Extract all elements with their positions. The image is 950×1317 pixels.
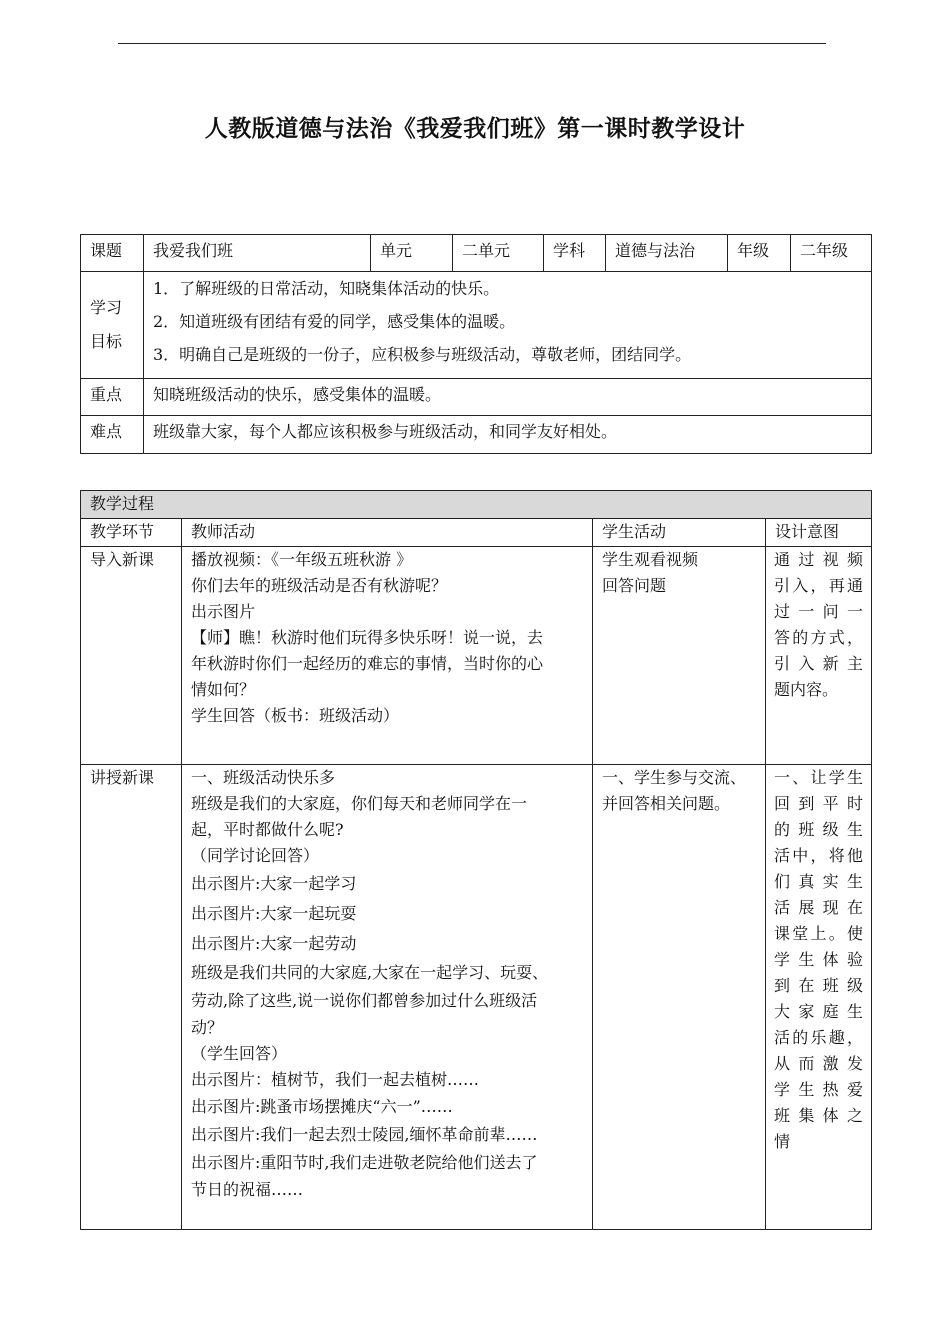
goal-item: 3．明确自己是班级的一份子，应积极参与班级活动，尊敬老师，团结同学。 (153, 345, 692, 364)
student-cell: 学生观看视频 回答问题 (593, 547, 766, 765)
process-band-title: 教学过程 (81, 491, 872, 519)
info-row-difficulty (81, 416, 872, 454)
stage-cell: 导入新课 (81, 547, 182, 765)
unit-value: 二单元 (453, 235, 544, 272)
grade-label: 年级 (728, 235, 791, 272)
header-intent: 设计意图 (766, 519, 872, 547)
difficulty-label: 难点 (81, 416, 144, 454)
stage-cell: 讲授新课 (81, 765, 182, 1230)
teacher-cell: 一、班级活动快乐多 班级是我们的大家庭，你们每天和老师同学在一 起，平时都做什么呢? （同学讨论回答） 出示图片:大家一起学习 出示图片:大家一起玩耍 出示图片:大家一起劳动 班级是我们共同的大家庭,大家在一起学习、玩耍、 劳动,除了这些,说一说你们都曾参加过什么班级活 动？ （学生回答） 出示图片：植树节，我们一起去植树…… 出示图片:跳蚤市场摆摊庆“六一”…… 出示图片:我们一起去烈士陵园,缅怀革命前辈…… 出示图片:重阳节时,我们走进敬老院给他们送去了 节日的祝福…… (182, 765, 593, 1230)
topic-value: 我爱我们班 (144, 235, 371, 272)
process-header-row (81, 519, 872, 547)
info-table (80, 234, 872, 454)
process-table (80, 490, 872, 1230)
goals-list (144, 272, 872, 379)
unit-label: 单元 (371, 235, 453, 272)
intent-cell: 通过视频 引入，再通 过一问一 答的方式， 引入新主 题内容。 (766, 547, 872, 765)
header-student: 学生活动 (593, 519, 766, 547)
student-cell: 一、学生参与交流、 并回答相关问题。 (593, 765, 766, 1230)
key-label: 重点 (81, 379, 144, 416)
key-value: 知晓班级活动的快乐，感受集体的温暖。 (144, 379, 872, 416)
intent-cell: 一、让学生 回到平时 的班级生 活中，将他 们真实生 活展现在 课堂上。使 学生体验 到在班级 大家庭生 活的乐趣， 从而激发 学生热爱 班集体之 情 (766, 765, 872, 1230)
subject-label: 学科 (544, 235, 606, 272)
header-teacher: 教师活动 (182, 519, 593, 547)
topic-label: 课题 (81, 235, 144, 272)
subject-value: 道德与法治 (606, 235, 728, 272)
info-row-key (81, 379, 872, 416)
goal-item: 2．知道班级有团结有爱的同学，感受集体的温暖。 (153, 312, 516, 331)
header-rule (118, 43, 826, 44)
teacher-cell: 播放视频：《一年级五班秋游 》 你们去年的班级活动是否有秋游呢？ 出示图片 【师】瞧！秋游时他们玩得多快乐呀！说一说，去 年秋游时你们一起经历的难忘的事情，当时你的心 情如何？ 学生回答（板书：班级活动） (182, 547, 593, 765)
goal-item: 1．了解班级的日常活动，知晓集体活动的快乐。 (153, 279, 500, 298)
process-band (81, 491, 872, 519)
grade-value: 二年级 (791, 235, 872, 272)
info-row-topic (81, 235, 872, 272)
goals-label: 学习 目标 (81, 272, 144, 379)
info-row-goals (81, 272, 872, 379)
process-row-lecture (81, 765, 872, 1230)
page-title: 人教版道德与法治《我爱我们班》第一课时教学设计 (204, 115, 746, 142)
header-stage: 教学环节 (81, 519, 182, 547)
difficulty-value: 班级靠大家，每个人都应该积极参与班级活动，和同学友好相处。 (144, 416, 872, 454)
process-row-intro (81, 547, 872, 765)
